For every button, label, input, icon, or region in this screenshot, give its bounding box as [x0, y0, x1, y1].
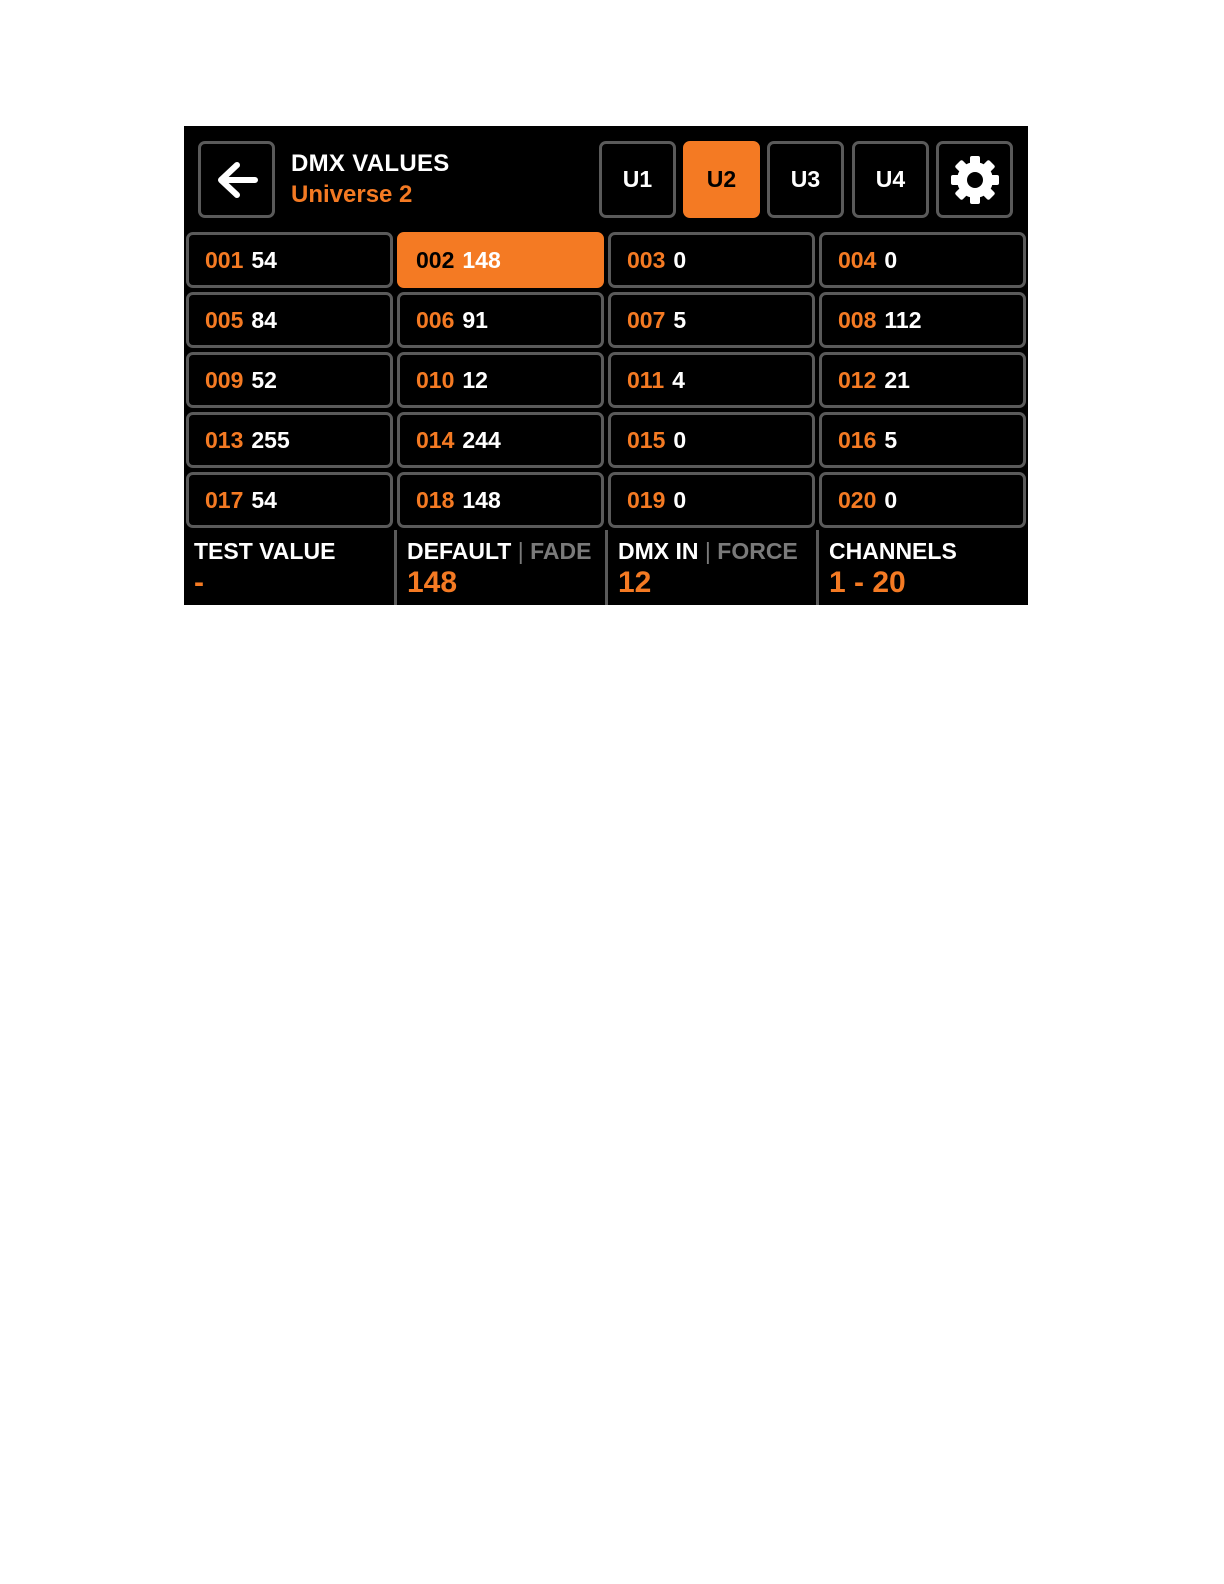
universe-button-u1[interactable]	[599, 141, 676, 218]
channel-number: 014	[416, 426, 455, 453]
channel-cell-004[interactable]	[819, 232, 1026, 288]
channel-number: 013	[205, 426, 244, 453]
channel-value: 52	[251, 366, 277, 393]
channel-value: 0	[673, 246, 687, 273]
channel-value: 148	[462, 246, 501, 273]
channel-cell-017[interactable]	[186, 472, 393, 528]
channel-number: 004	[838, 246, 877, 273]
default-value: 148	[407, 566, 458, 599]
arrow-left-icon	[215, 160, 259, 200]
channel-value: 0	[884, 486, 898, 513]
dmx-in-force-panel[interactable]	[605, 530, 816, 605]
channel-cell-013[interactable]	[186, 412, 393, 468]
force-label: FORCE	[717, 538, 798, 564]
channel-value: 84	[251, 306, 277, 333]
channel-number: 008	[838, 306, 877, 333]
default-fade-label	[407, 538, 605, 565]
test-value: -	[194, 566, 204, 599]
channel-number: 010	[416, 366, 455, 393]
footer-bar	[184, 530, 1028, 605]
channel-number: 006	[416, 306, 455, 333]
channel-number: 012	[838, 366, 877, 393]
gear-icon	[948, 153, 1002, 207]
dmx-values-screen	[184, 126, 1028, 605]
channel-cell-011[interactable]	[608, 352, 815, 408]
universe-button-u2[interactable]	[683, 141, 760, 218]
channel-number: 017	[205, 486, 244, 513]
channel-number: 019	[627, 486, 666, 513]
channels-label: CHANNELS	[829, 538, 957, 564]
channel-value: 91	[462, 306, 488, 333]
back-button[interactable]	[198, 141, 275, 218]
universe-button-label: U2	[706, 166, 737, 192]
dmx-in-value: 12	[618, 566, 652, 599]
channel-value: 0	[673, 486, 687, 513]
default-fade-panel[interactable]	[394, 530, 605, 605]
channel-value: 0	[884, 246, 898, 273]
page-title: DMX VALUES	[291, 150, 450, 177]
universe-subtitle: Universe 2	[291, 181, 413, 208]
default-label: DEFAULT	[407, 538, 512, 564]
channel-value: 148	[462, 486, 501, 513]
channel-cell-019[interactable]	[608, 472, 815, 528]
channel-value: 255	[251, 426, 290, 453]
channel-cell-018[interactable]	[397, 472, 604, 528]
channel-cell-016[interactable]	[819, 412, 1026, 468]
channel-number: 001	[205, 246, 244, 273]
universe-button-label: U3	[790, 166, 821, 192]
channel-number: 011	[627, 366, 665, 393]
test-value-label: TEST VALUE	[194, 538, 336, 564]
channel-cell-014[interactable]	[397, 412, 604, 468]
channel-value: 54	[251, 246, 277, 273]
channel-value: 5	[884, 426, 898, 453]
channel-number: 005	[205, 306, 244, 333]
channel-number: 009	[205, 366, 244, 393]
channel-number: 002	[416, 246, 455, 273]
universe-button-label: U1	[622, 166, 653, 192]
channel-value: 244	[462, 426, 501, 453]
channel-number: 018	[416, 486, 455, 513]
channels-range: 1 - 20	[829, 566, 906, 599]
channel-number: 007	[627, 306, 666, 333]
dmx-in-label: DMX IN	[618, 538, 699, 564]
channel-cell-008[interactable]	[819, 292, 1026, 348]
channel-number: 020	[838, 486, 877, 513]
channel-cell-020[interactable]	[819, 472, 1026, 528]
channel-cell-009[interactable]	[186, 352, 393, 408]
channel-number: 016	[838, 426, 877, 453]
label-separator: |	[704, 538, 711, 564]
universe-button-label: U4	[875, 166, 906, 192]
channel-cell-001[interactable]	[186, 232, 393, 288]
channel-value: 0	[673, 426, 687, 453]
channel-cell-006[interactable]	[397, 292, 604, 348]
channel-cell-002[interactable]	[397, 232, 604, 288]
channels-panel[interactable]	[816, 530, 1028, 605]
test-value-panel[interactable]	[184, 530, 394, 605]
channel-value: 21	[884, 366, 910, 393]
channel-value: 54	[251, 486, 277, 513]
channel-grid	[186, 232, 1026, 528]
universe-button-u4[interactable]	[852, 141, 929, 218]
channel-cell-012[interactable]	[819, 352, 1026, 408]
channel-value: 112	[884, 306, 922, 333]
channel-cell-003[interactable]	[608, 232, 815, 288]
channel-cell-007[interactable]	[608, 292, 815, 348]
channel-number: 015	[627, 426, 666, 453]
channel-value: 12	[462, 366, 488, 393]
channel-value: 4	[672, 366, 685, 393]
channel-cell-015[interactable]	[608, 412, 815, 468]
channel-value: 5	[673, 306, 687, 333]
channel-cell-005[interactable]	[186, 292, 393, 348]
channel-cell-010[interactable]	[397, 352, 604, 408]
channel-number: 003	[627, 246, 666, 273]
label-separator: |	[517, 538, 524, 564]
fade-label: FADE	[530, 538, 592, 564]
universe-button-u3[interactable]	[767, 141, 844, 218]
settings-button[interactable]	[936, 141, 1013, 218]
dmx-in-force-label	[618, 538, 816, 565]
